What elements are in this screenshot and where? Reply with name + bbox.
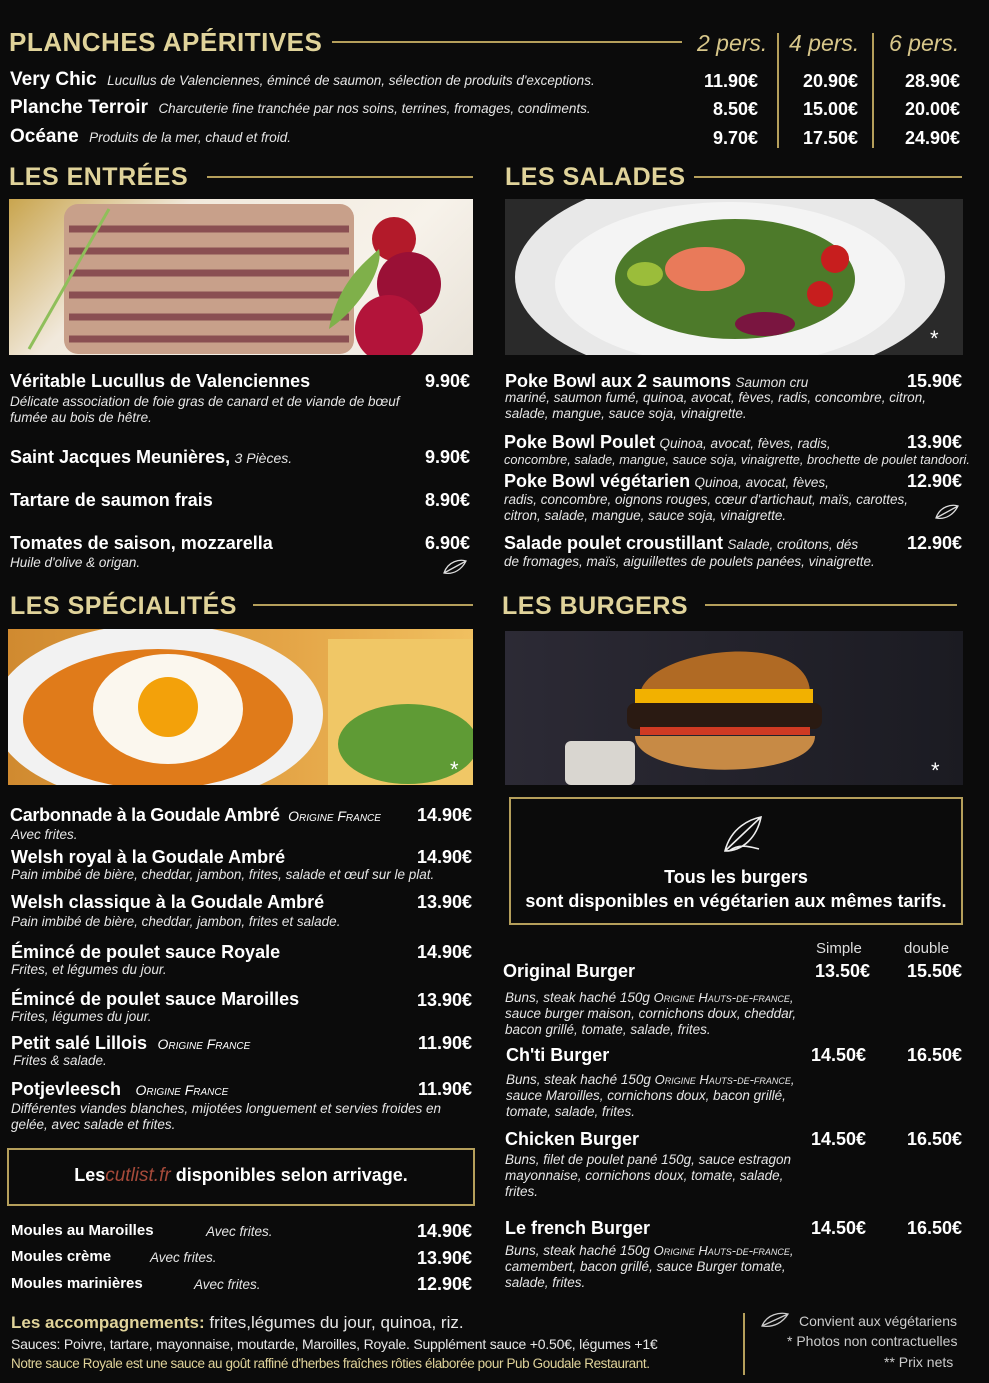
price: 6.90€ [424,533,470,553]
salade-row: Poke Bowl Poulet Quinoa, avocat, fèves, radis, [504,432,831,452]
salade-desc: mariné, saumon fumé, quinoa, avocat, fèves, radis, concombre, citron, salade, mangue, sauce soja, vinaigrette. [505,390,926,421]
planche-row-oceane: Océane Produits de la mer, chaud et froid. [10,126,291,147]
price: 12.90€ [416,1274,472,1294]
moules-note: Avec frites. [150,1250,217,1265]
salade-photo [505,199,963,355]
price: 13.90€ [416,892,472,912]
veg-line-2: sont disponibles en végétarien aux mêmes tarifs. [525,891,947,911]
burger-photo [505,631,963,785]
salade-row: Salade poulet croustillant Salade, croûtons, dés [504,533,859,553]
royale-line: Notre sauce Royale est une sauce au goût raffiné d'herbes fraîches rôties élaborée pour Pub Goudale Restaurant. [11,1356,650,1371]
price-simple: 14.50€ [810,1129,866,1149]
price: 11.90€ [703,71,758,91]
burger-desc: Buns, steak haché 150g Origine Hauts-de-france, sauce burger maison, cornichons doux, cheddar, bacon grillé, tomate, salade, frites. [505,990,797,1037]
specialite-desc: Frites, et légumes du jour. [11,962,167,977]
price: 17.50€ [802,128,858,148]
col-simple: Simple [816,940,862,957]
price: 14.90€ [416,1221,472,1241]
price-double: 15.50€ [906,961,962,981]
price: 14.90€ [416,805,472,825]
specialite-desc: Pain imbibé de bière, cheddar, jambon, frites, salade et œuf sur le plat. [11,867,435,882]
leaf-icon [442,557,468,577]
salade-desc: concombre, salade, mangue, sauce soja, vinaigrette, brochette de poulet tandoori. [504,452,970,467]
price-double: 16.50€ [906,1218,962,1238]
planche-row-very-chic: Very Chic Lucullus de Valenciennes, émincé de saumon, sélection de produits d'exceptions. [10,69,595,90]
price-double: 16.50€ [906,1045,962,1065]
burger-name: Le french Burger [505,1218,651,1238]
salades-title: LES SALADES [505,163,686,191]
price: 11.90€ [417,1033,472,1053]
entrees-title: LES ENTRÉES [9,163,189,191]
price: 13.90€ [416,990,472,1010]
burger-desc: Buns, steak haché 150g Origine Hauts-de-france, sauce Maroilles, cornichons doux, bacon grillé, tomate, salade, frites. [506,1072,795,1119]
price-simple: 14.50€ [810,1218,866,1238]
price: 14.90€ [416,942,472,962]
specialite-row: Potjevleesch Origine France [11,1079,229,1099]
price: 15.90€ [906,371,962,391]
specialite-name: Welsh classique à la Goudale Ambré [11,892,325,912]
salade-desc: radis, concombre, oignons rouges, cœur d'artichaut, maïs, carottes, citron, salade, mangue, sauce soja, vinaigrette. [504,492,909,523]
accompagnements: Les accompagnements: frites,légumes du jour, quinoa, riz. [11,1313,464,1332]
leaf-icon [934,502,960,522]
veg-legend: Convient aux végétariens [799,1313,957,1329]
salade-row: Poke Bowl végétarien Quinoa, avocat, fèves, [504,471,829,491]
price-double: 16.50€ [906,1129,962,1149]
burger-desc: Buns, steak haché 150g Origine Hauts-de-france, camembert, bacon grillé, sauce Burger tomate, salade, frites. [505,1243,794,1290]
specialite-photo [8,629,473,785]
entree-desc: Huile d'olive & origan. [10,555,141,570]
price: 20.90€ [802,71,858,91]
specialite-desc: Frites & salade. [13,1053,107,1068]
price: 9.90€ [424,371,470,391]
price: 15.00€ [802,99,858,119]
leaf-icon [721,813,765,857]
col-2pers: 2 pers. [697,30,768,56]
burger-name: Original Burger [503,961,636,981]
col-6pers: 6 pers. [889,30,960,56]
moules-name: Moules crème [11,1248,112,1265]
moules-note: Avec frites. [206,1224,273,1239]
col-4pers: 4 pers. [789,30,860,56]
watermark: cutlist.fr [105,1165,171,1186]
price: 12.90€ [906,533,962,553]
specialite-name: Émincé de poulet sauce Royale [11,942,281,962]
price: 12.90€ [906,471,962,491]
burgers-title: LES BURGERS [502,592,689,620]
price: 9.90€ [424,447,470,467]
sauces-line: Sauces: Poivre, tartare, mayonnaise, moutarde, Maroilles, Royale. Supplément sauce +0.50€, légumes +1€ [11,1336,658,1352]
entree-desc: Délicate association de foie gras de canard et de viande de bœuf fumée au bois de hêtre. [10,394,400,425]
vegetarian-notice-box [509,797,963,925]
entree-name: Tartare de saumon frais [10,490,213,510]
moules-name: Moules marinières [11,1275,143,1292]
moules-notice-box [7,1148,475,1206]
specialite-name: Welsh royal à la Goudale Ambré [11,847,286,867]
burger-desc: Buns, filet de poulet pané 150g, sauce estragon mayonnaise, cornichons doux, tomate, salade, frites. [505,1152,791,1199]
price: 13.90€ [416,1248,472,1268]
specialite-desc: Différentes viandes blanches, mijotées longuement et servies froides en gelée, avec salade et frites. [11,1101,441,1132]
burger-name: Ch'ti Burger [506,1045,610,1065]
specialite-desc: Avec frites. [11,827,78,842]
veg-line-1: Tous les burgers [664,867,808,887]
price: 28.90€ [904,71,960,91]
specialite-row: Carbonnade à la Goudale Ambré Origine France [10,805,381,825]
price: 8.50€ [712,99,758,119]
specialite-name: Émincé de poulet sauce Maroilles [11,989,300,1009]
planches-title: PLANCHES APÉRITIVES [9,27,323,57]
entree-name: Véritable Lucullus de Valenciennes [10,371,311,391]
price-simple: 13.50€ [814,961,870,981]
price-simple: 14.50€ [810,1045,866,1065]
star-mark: * [450,757,459,782]
specialite-desc: Frites, légumes du jour. [11,1009,152,1024]
burger-name: Chicken Burger [505,1129,640,1149]
price: 24.90€ [904,128,960,148]
salade-desc: de fromages, maïs, aiguillettes de poulets panées, vinaigrette. [504,554,875,569]
prix-nets: ** Prix nets [884,1354,954,1370]
specialites-title: LES SPÉCIALITÉS [10,592,237,620]
moules-notice-text: Les [74,1165,106,1185]
moules-note: Avec frites. [194,1277,261,1292]
entree-photo [9,199,473,355]
leaf-icon [760,1310,790,1330]
price: 14.90€ [416,847,472,867]
entree-name: Tomates de saison, mozzarella [10,533,273,553]
star-mark: * [930,326,939,351]
col-double: double [904,940,950,957]
price: 8.90€ [424,490,470,510]
moules-name: Moules au Maroilles [11,1222,154,1239]
moules-notice-text: disponibles selon arrivage. [175,1165,408,1185]
star-mark: * [931,758,940,783]
price: 11.90€ [417,1079,472,1099]
price: 13.90€ [906,432,962,452]
specialite-desc: Pain imbibé de bière, cheddar, jambon, frites et salade. [11,914,341,929]
salade-row: Poke Bowl aux 2 saumons Saumon cru [505,371,809,391]
photos-note: * Photos non contractuelles [787,1333,958,1349]
price: 20.00€ [904,99,960,119]
price: 9.70€ [712,128,758,148]
specialite-row: Petit salé Lillois Origine France [11,1033,251,1053]
entree-row: Saint Jacques Meunières, 3 Pièces. [10,447,293,467]
planche-row-terroir: Planche Terroir Charcuterie fine tranchée par nos soins, terrines, fromages, condiments. [10,97,591,118]
